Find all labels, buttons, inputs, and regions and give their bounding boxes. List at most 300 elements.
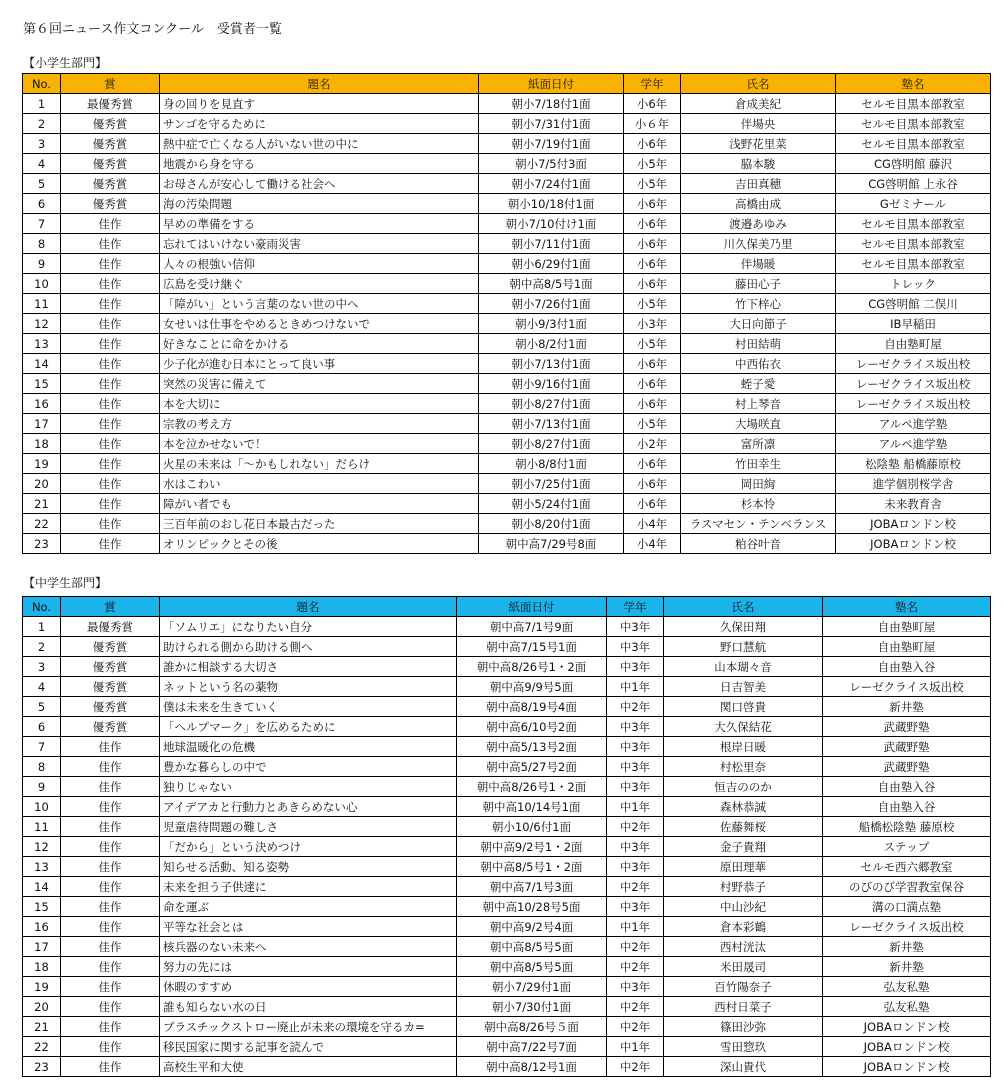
cell-award: 最優秀賞 [61,94,160,114]
cell-award: 佳作 [61,474,160,494]
cell-school: セルモ目黒本部教室 [836,114,991,134]
header-no: No. [23,74,61,94]
cell-no: 19 [23,454,61,474]
cell-title: 未来を担う子供達に [160,877,457,897]
cell-school: 未来教育舎 [836,494,991,514]
cell-grade: 小6年 [624,474,681,494]
cell-date: 朝小7/24付1面 [479,174,624,194]
table-row [23,374,991,394]
cell-date: 朝小7/11付1面 [479,234,624,254]
cell-grade: 小5年 [624,174,681,194]
cell-no: 18 [23,957,61,977]
cell-title: 「ヘルプマーク」を広めるために [160,717,457,737]
header-school: 塾名 [836,74,991,94]
cell-award: 佳作 [61,454,160,474]
cell-title: 助けられる側から助ける側へ [160,637,457,657]
cell-date: 朝中高9/2号1・2面 [457,837,607,857]
cell-title: 「だから」という決めつけ [160,837,457,857]
cell-school: レーゼクライス坂出校 [823,917,991,937]
cell-award: 佳作 [61,294,160,314]
cell-no: 8 [23,234,61,254]
cell-award: 優秀賞 [61,134,160,154]
table-row [23,154,991,174]
table-row [23,194,991,214]
cell-date: 朝小7/25付1面 [479,474,624,494]
elementary-table-body [23,94,991,554]
cell-title: 努力の先には [160,957,457,977]
cell-no: 13 [23,857,61,877]
cell-school: 弘友私塾 [823,997,991,1017]
cell-grade: 小5年 [624,414,681,434]
cell-school: 武蔵野塾 [823,717,991,737]
cell-award: 優秀賞 [61,174,160,194]
cell-grade: 中1年 [607,1037,664,1057]
cell-date: 朝中高8/5号1・2面 [457,857,607,877]
table-row [23,274,991,294]
cell-school: レーゼクライス坂出校 [836,394,991,414]
cell-school: 自由塾入谷 [823,657,991,677]
cell-no: 10 [23,797,61,817]
cell-date: 朝中高8/5号5面 [457,937,607,957]
cell-title: 児童虐待問題の難しさ [160,817,457,837]
cell-name: 大日向節子 [681,314,836,334]
cell-grade: 中2年 [607,877,664,897]
cell-school: 船橋松陰塾 藤原校 [823,817,991,837]
table-row [23,94,991,114]
cell-name: 竹田幸生 [681,454,836,474]
cell-grade: 中3年 [607,617,664,637]
cell-name: 脇本駿 [681,154,836,174]
table-row [23,677,991,697]
table-row [23,737,991,757]
cell-date: 朝小8/2付1面 [479,334,624,354]
cell-date: 朝中高8/5号5面 [457,957,607,977]
cell-date: 朝中高8/5号1面 [479,274,624,294]
cell-name: 久保田翔 [664,617,823,637]
cell-name: 野口慧航 [664,637,823,657]
cell-name: 村野恭子 [664,877,823,897]
cell-date: 朝小7/30付1面 [457,997,607,1017]
cell-school: セルモ目黒本部教室 [836,254,991,274]
cell-no: 17 [23,414,61,434]
cell-school: JOBAロンドン校 [823,1037,991,1057]
cell-date: 朝中高10/14号1面 [457,797,607,817]
header-title: 題名 [160,74,479,94]
cell-award: 佳作 [61,1057,160,1077]
cell-name: 深山貴代 [664,1057,823,1077]
cell-no: 9 [23,777,61,797]
table-row [23,434,991,454]
cell-award: 優秀賞 [61,637,160,657]
cell-name: 杉本怜 [681,494,836,514]
cell-name: 倉本彩鶴 [664,917,823,937]
cell-date: 朝小8/27付1面 [479,394,624,414]
cell-date: 朝小9/16付1面 [479,374,624,394]
cell-award: 優秀賞 [61,677,160,697]
cell-school: セルモ目黒本部教室 [836,134,991,154]
table-row [23,797,991,817]
cell-date: 朝小8/20付1面 [479,514,624,534]
cell-grade: 小6年 [624,374,681,394]
cell-school: JOBAロンドン校 [823,1017,991,1037]
cell-title: 「障がい」という言葉のない世の中へ [160,294,479,314]
cell-school: レーゼクライス坂出校 [823,677,991,697]
cell-school: JOBAロンドン校 [836,514,991,534]
cell-school: 自由塾町屋 [823,617,991,637]
cell-grade: 中3年 [607,857,664,877]
table-row [23,334,991,354]
table-row [23,234,991,254]
cell-grade: 小6年 [624,274,681,294]
cell-no: 6 [23,194,61,214]
cell-title: 地震から身を守る [160,154,479,174]
cell-award: 佳作 [61,434,160,454]
cell-school: レーゼクライス坂出校 [836,374,991,394]
cell-award: 佳作 [61,737,160,757]
cell-title: 独りじゃない [160,777,457,797]
cell-award: 佳作 [61,917,160,937]
cell-no: 9 [23,254,61,274]
cell-date: 朝中高7/15号1面 [457,637,607,657]
cell-grade: 小6年 [624,194,681,214]
header-no: No. [23,597,61,617]
cell-title: 地球温暖化の危機 [160,737,457,757]
cell-date: 朝中高8/12号1面 [457,1057,607,1077]
cell-name: 大久保結花 [664,717,823,737]
cell-award: 佳作 [61,817,160,837]
table-row [23,254,991,274]
cell-date: 朝小5/24付1面 [479,494,624,514]
cell-grade: 小3年 [624,314,681,334]
header-grade: 学年 [624,74,681,94]
cell-name: 村松里奈 [664,757,823,777]
cell-no: 13 [23,334,61,354]
cell-grade: 小6年 [624,354,681,374]
cell-title: 本を大切に [160,394,479,414]
cell-award: 佳作 [61,757,160,777]
cell-award: 優秀賞 [61,697,160,717]
cell-grade: 小6年 [624,234,681,254]
cell-award: 佳作 [61,1017,160,1037]
cell-award: 佳作 [61,374,160,394]
header-title: 題名 [160,597,457,617]
cell-award: 佳作 [61,254,160,274]
table-row [23,817,991,837]
cell-title: 「ソムリエ」になりたい自分 [160,617,457,637]
table-row [23,997,991,1017]
cell-title: 女せいは仕事をやめるときめつけないで [160,314,479,334]
cell-date: 朝中高7/1号3面 [457,877,607,897]
table-row [23,1037,991,1057]
cell-grade: 小4年 [624,534,681,554]
cell-name: 竹下梓心 [681,294,836,314]
header-name: 氏名 [664,597,823,617]
cell-name: 恒吉ののか [664,777,823,797]
cell-grade: 中1年 [607,677,664,697]
table-header-row [23,597,991,617]
cell-grade: 中3年 [607,737,664,757]
table-row [23,637,991,657]
cell-title: 高校生平和大使 [160,1057,457,1077]
cell-grade: 中2年 [607,817,664,837]
table-row [23,1017,991,1037]
cell-award: 佳作 [61,777,160,797]
cell-date: 朝小8/27付1面 [479,434,624,454]
cell-grade: 中2年 [607,957,664,977]
cell-grade: 小6年 [624,94,681,114]
cell-title: 好きなことに命をかける [160,334,479,354]
cell-name: 高橋由成 [681,194,836,214]
table-row [23,214,991,234]
cell-school: セルモ目黒本部教室 [836,94,991,114]
cell-no: 16 [23,917,61,937]
table-row [23,917,991,937]
table-row [23,857,991,877]
cell-title: 火星の未来は「～かもしれない」だらけ [160,454,479,474]
cell-name: 伴場央 [681,114,836,134]
cell-title: 忘れてはいけない豪雨災害 [160,234,479,254]
cell-school: JOBAロンドン校 [836,534,991,554]
cell-date: 朝小7/13付1面 [479,414,624,434]
cell-name: 中西佑衣 [681,354,836,374]
cell-no: 21 [23,1017,61,1037]
cell-no: 12 [23,314,61,334]
cell-name: 篠田沙弥 [664,1017,823,1037]
cell-title: 本を泣かせないで！ [160,434,479,454]
cell-no: 3 [23,657,61,677]
table-row [23,757,991,777]
cell-date: 朝中高8/19号4面 [457,697,607,717]
header-award: 賞 [61,74,160,94]
cell-title: 障がい者でも [160,494,479,514]
cell-no: 20 [23,997,61,1017]
cell-no: 5 [23,697,61,717]
cell-name: 川久保美乃里 [681,234,836,254]
cell-no: 1 [23,617,61,637]
cell-date: 朝中高9/9号5面 [457,677,607,697]
cell-name: 根岸日暖 [664,737,823,757]
cell-name: 富所凛 [681,434,836,454]
cell-date: 朝中高9/2号4面 [457,917,607,937]
cell-title: 休暇のすすめ [160,977,457,997]
cell-award: 佳作 [61,957,160,977]
cell-title: ネットという名の薬物 [160,677,457,697]
elementary-awards-table [22,73,991,554]
cell-school: 溝の口満点塾 [823,897,991,917]
header-school: 塾名 [823,597,991,617]
header-name: 氏名 [681,74,836,94]
cell-school: レーゼクライス坂出校 [836,354,991,374]
cell-name: 関口啓貴 [664,697,823,717]
cell-no: 3 [23,134,61,154]
cell-date: 朝小10/6付1面 [457,817,607,837]
cell-name: 粕谷叶音 [681,534,836,554]
table-header-row [23,74,991,94]
cell-grade: 小6年 [624,494,681,514]
cell-name: 村田結萌 [681,334,836,354]
cell-no: 2 [23,114,61,134]
cell-no: 14 [23,354,61,374]
cell-school: 武蔵野塾 [823,757,991,777]
cell-grade: 小6年 [624,394,681,414]
cell-title: 突然の災害に備えて [160,374,479,394]
cell-award: 佳作 [61,354,160,374]
cell-name: 中山沙紀 [664,897,823,917]
table-row [23,414,991,434]
cell-date: 朝小7/5付3面 [479,154,624,174]
cell-date: 朝中高5/13号2面 [457,737,607,757]
cell-award: 佳作 [61,534,160,554]
cell-no: 4 [23,677,61,697]
cell-name: 伴場暖 [681,254,836,274]
cell-school: 自由塾町屋 [836,334,991,354]
cell-title: 海の汚染問題 [160,194,479,214]
cell-name: 西村洸汰 [664,937,823,957]
cell-school: CG啓明館 二俣川 [836,294,991,314]
header-grade: 学年 [607,597,664,617]
cell-school: セルモ目黒本部教室 [836,234,991,254]
cell-school: 自由塾入谷 [823,797,991,817]
cell-date: 朝中高8/26号５面 [457,1017,607,1037]
cell-date: 朝小7/10付け1面 [479,214,624,234]
cell-grade: 中3年 [607,837,664,857]
cell-no: 7 [23,214,61,234]
cell-no: 16 [23,394,61,414]
cell-title: 人々の根強い信仰 [160,254,479,274]
cell-title: プラスチックストロー廃止が未来の環境を守るカ= [160,1017,457,1037]
cell-school: 武蔵野塾 [823,737,991,757]
cell-name: ラスマセン・テンベランス [681,514,836,534]
cell-award: 佳作 [61,837,160,857]
cell-name: 村上琴音 [681,394,836,414]
table-row [23,394,991,414]
cell-no: 5 [23,174,61,194]
cell-award: 佳作 [61,977,160,997]
cell-date: 朝中高8/26号1・2面 [457,657,607,677]
cell-no: 19 [23,977,61,997]
cell-grade: 中2年 [607,1057,664,1077]
cell-date: 朝中高6/10号2面 [457,717,607,737]
cell-name: 百竹陽奈子 [664,977,823,997]
cell-name: 金子貴翔 [664,837,823,857]
cell-grade: 中2年 [607,1017,664,1037]
cell-award: 佳作 [61,857,160,877]
cell-school: アルペ進学塾 [836,434,991,454]
cell-no: 8 [23,757,61,777]
cell-grade: 中1年 [607,917,664,937]
cell-date: 朝中高5/27号2面 [457,757,607,777]
cell-grade: 小6年 [624,454,681,474]
cell-title: 命を運ぶ [160,897,457,917]
cell-name: 米田晟司 [664,957,823,977]
cell-award: 佳作 [61,494,160,514]
table-row [23,294,991,314]
cell-grade: 小6年 [624,134,681,154]
cell-title: 少子化が進む日本にとって良い事 [160,354,479,374]
cell-award: 最優秀賞 [61,617,160,637]
cell-award: 佳作 [61,214,160,234]
cell-grade: 小6年 [624,254,681,274]
cell-date: 朝小7/19付1面 [479,134,624,154]
cell-date: 朝小7/29付1面 [457,977,607,997]
cell-name: 渡邉あゆみ [681,214,836,234]
cell-school: セルモ西六郷教室 [823,857,991,877]
cell-title: 早めの準備をする [160,214,479,234]
table-row [23,777,991,797]
cell-name: 佐藤舞桜 [664,817,823,837]
cell-date: 朝小10/18付1面 [479,194,624,214]
cell-title: 宗教の考え方 [160,414,479,434]
cell-name: 森林恭誠 [664,797,823,817]
cell-award: 優秀賞 [61,717,160,737]
cell-no: 22 [23,514,61,534]
cell-title: 熱中症で亡くなる人がいない世の中に [160,134,479,154]
table-row [23,134,991,154]
cell-grade: 小5年 [624,294,681,314]
cell-name: 倉成美紀 [681,94,836,114]
cell-name: 蛭子愛 [681,374,836,394]
table-row [23,514,991,534]
table-row [23,114,991,134]
cell-name: 原田理華 [664,857,823,877]
cell-title: 平等な社会とは [160,917,457,937]
cell-no: 17 [23,937,61,957]
cell-award: 佳作 [61,997,160,1017]
cell-no: 15 [23,374,61,394]
cell-grade: 中2年 [607,937,664,957]
cell-grade: 小6年 [624,214,681,234]
cell-title: お母さんが安心して働ける社会へ [160,174,479,194]
cell-grade: 小2年 [624,434,681,454]
cell-school: 進学個別桜学舎 [836,474,991,494]
cell-grade: 中1年 [607,797,664,817]
cell-school: 自由塾町屋 [823,637,991,657]
cell-school: セルモ目黒本部教室 [836,214,991,234]
cell-award: 優秀賞 [61,194,160,214]
cell-grade: 中3年 [607,897,664,917]
table-row [23,1057,991,1077]
cell-no: 12 [23,837,61,857]
cell-no: 20 [23,474,61,494]
cell-award: 優秀賞 [61,657,160,677]
cell-title: 豊かな暮らしの中で [160,757,457,777]
table-row [23,717,991,737]
table-row [23,657,991,677]
table-row [23,314,991,334]
cell-grade: 小4年 [624,514,681,534]
cell-award: 佳作 [61,937,160,957]
cell-title: 核兵器のない未来へ [160,937,457,957]
table-row [23,697,991,717]
cell-name: 大場咲直 [681,414,836,434]
cell-date: 朝小7/26付1面 [479,294,624,314]
cell-title: 移民国家に関する記事を読んで [160,1037,457,1057]
cell-school: JOBAロンドン校 [823,1057,991,1077]
cell-name: 山本瑚々音 [664,657,823,677]
cell-award: 佳作 [61,897,160,917]
cell-award: 佳作 [61,877,160,897]
cell-award: 佳作 [61,414,160,434]
table-row [23,354,991,374]
cell-school: CG啓明館 上永谷 [836,174,991,194]
cell-no: 1 [23,94,61,114]
cell-school: 新井塾 [823,697,991,717]
middle-table-body [23,617,991,1077]
cell-award: 優秀賞 [61,114,160,134]
cell-title: 広島を受け継ぐ [160,274,479,294]
cell-grade: 中3年 [607,777,664,797]
cell-date: 朝小7/31付1面 [479,114,624,134]
